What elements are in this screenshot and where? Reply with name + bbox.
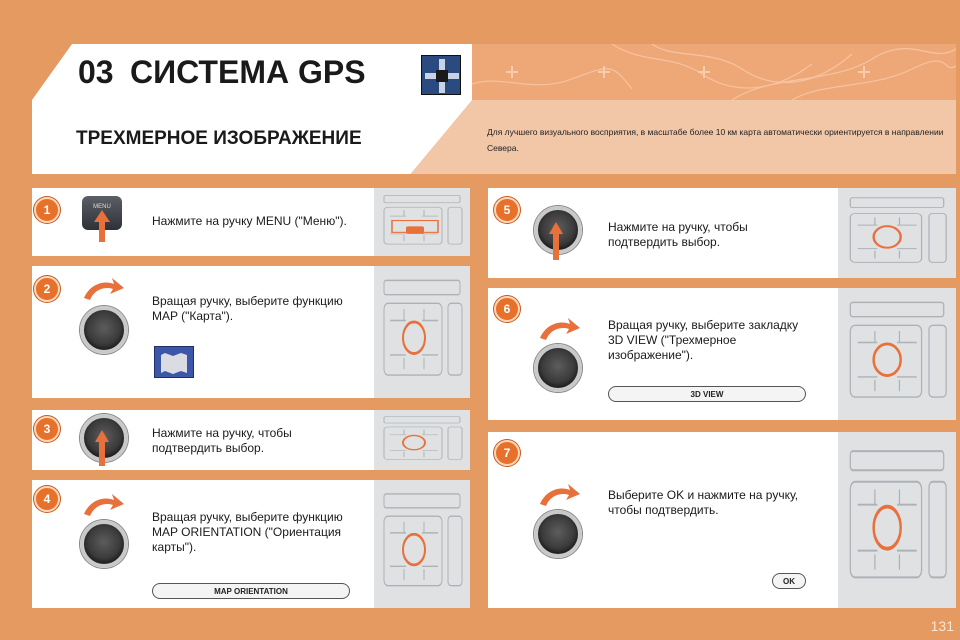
rotate-arrow-icon <box>536 316 582 344</box>
chapter-number: 03 <box>78 54 114 90</box>
step-badge-1: 1 <box>34 197 60 223</box>
intro-text: Для лучшего визуального восприятия, в масштабе более 10 км карта автоматически ориентируется в направлении Севера. <box>487 127 944 153</box>
screen-label-ok: OK <box>772 573 806 589</box>
step-text-4: Вращая ручку, выберите функцию MAP ORIENTATION ("Ориентация карты"). <box>152 510 343 554</box>
press-arrow-icon <box>92 208 112 244</box>
section-title: ТРЕХМЕРНОЕ ИЗОБРАЖЕНИЕ <box>76 128 362 149</box>
gps-crosshair-icon <box>421 55 461 95</box>
step-badge-4: 4 <box>34 486 60 512</box>
page-number: 131 <box>930 618 954 634</box>
press-arrow-icon <box>94 428 110 468</box>
step-badge-6: 6 <box>494 296 520 322</box>
rotate-arrow-icon <box>536 482 582 510</box>
screen-label-3d-view: 3D VIEW <box>608 386 806 402</box>
topo-map-decoration <box>472 44 956 100</box>
step-text-2: Вращая ручку, выберите функцию MAP ("Карта"). <box>152 294 343 323</box>
step-badge-2: 2 <box>34 276 60 302</box>
console-illustration <box>838 288 956 420</box>
step-text-6: Вращая ручку, выберите закладку 3D VIEW ("Трехмерное изображение"). <box>608 318 799 362</box>
step-text-1: Нажмите на ручку MENU ("Меню"). <box>152 214 347 228</box>
step-text-7: Выберите OK и нажмите на ручку, чтобы подтвердить. <box>608 488 799 517</box>
control-knob <box>80 520 128 568</box>
console-illustration <box>838 432 956 608</box>
map-icon <box>154 346 194 378</box>
control-knob <box>534 510 582 558</box>
step-text-3: Нажмите на ручку, чтобы подтвердить выбор. <box>152 426 292 455</box>
step-text-5: Нажмите на ручку, чтобы подтвердить выбор. <box>608 220 748 249</box>
console-illustration <box>374 188 470 256</box>
rotate-arrow-icon <box>80 276 126 304</box>
console-illustration <box>374 266 470 398</box>
step-badge-7: 7 <box>494 440 520 466</box>
control-knob <box>80 306 128 354</box>
chapter-title: СИСТЕМА GPS <box>130 54 366 90</box>
step-badge-3: 3 <box>34 416 60 442</box>
console-illustration <box>374 480 470 608</box>
topo-lines-icon <box>472 44 956 100</box>
step-badge-5: 5 <box>494 197 520 223</box>
control-knob <box>534 344 582 392</box>
console-illustration <box>838 188 956 278</box>
console-illustration <box>374 410 470 470</box>
menu-label: MENU <box>93 204 111 210</box>
rotate-arrow-icon <box>80 492 126 520</box>
press-arrow-icon <box>548 220 564 262</box>
screen-label-map-orientation: MAP ORIENTATION <box>152 583 350 599</box>
